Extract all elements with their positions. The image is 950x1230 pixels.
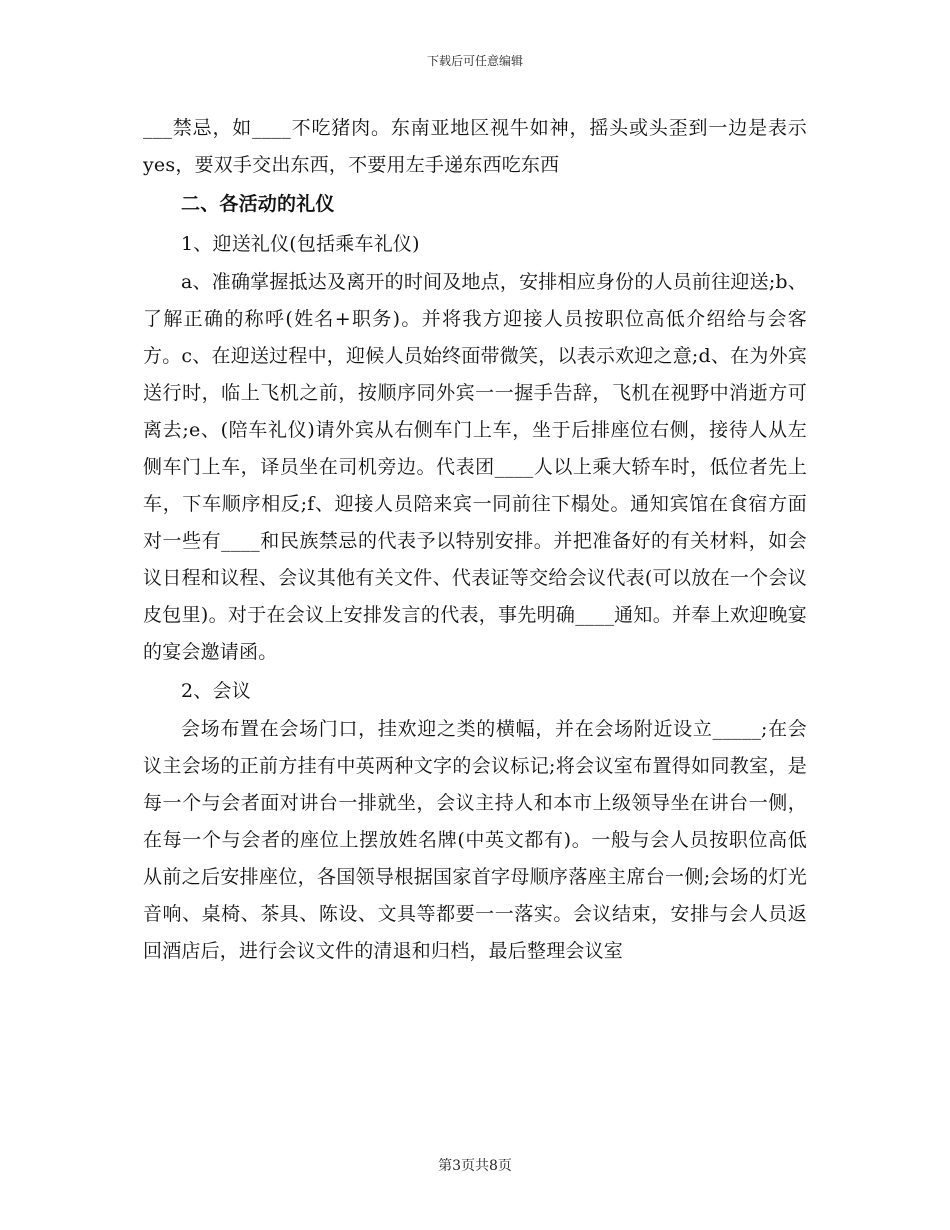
paragraph-intro: ___禁忌，如____不吃猪肉。东南亚地区视牛如神，摇头或头歪到一边是表示yes，要双手交出东西，不要用左手递东西吃东西	[143, 117, 807, 176]
page-number: 第3页共8页	[438, 1158, 512, 1174]
document-body	[143, 110, 807, 970]
section-heading-activities-etiquette: 二、各活动的礼仪	[181, 193, 335, 215]
subheading-reception-etiquette: 1、迎送礼仪(包括乘车礼仪)	[181, 233, 420, 255]
paragraph-meeting: 会场布置在会场门口，挂欢迎之类的横幅，并在会场附近设立_____;在会议主会场的正前方挂有中英两种文字的会议标记;将会议室布置得如同教室，是每一个与会者面对讲台一排就坐，会议主持人和本市上级领导坐在讲台一侧，在每一个与会者的座位上摆放姓名牌(中英文都有)。一般与会人员按职位高低从前之后安排座位，各国领导根据国家首字母顺序落座主席台一侧;会场的灯光音响、桌椅、茶具、陈设、文具等都要一一落实。会议结束，安排与会人员返回酒店后，进行会议文件的清退和归档，最后整理会议室	[143, 718, 807, 962]
header-note: 下载后可任意编辑	[426, 54, 523, 68]
page-header	[0, 53, 950, 69]
paragraph-reception-etiquette: a、准确掌握抵达及离开的时间及地点，安排相应身份的人员前往迎送;b、了解正确的称呼(姓名+职务)。并将我方迎接人员按职位高低介绍给与会客方。c、在迎送过程中，迎候人员始终面带微笑，以表示欢迎之意;d、在为外宾送行时，临上飞机之前，按顺序同外宾一一握手告辞，飞机在视野中消逝方可离去;e、(陪车礼仪)请外宾从右侧车门上车，坐于后排座位右侧，接待人从左侧车门上车，译员坐在司机旁边。代表团____人以上乘大轿车时，低位者先上车，下车顺序相反;f、迎接人员陪来宾一同前往下榻处。通知宾馆在食宿方面对一些有____和民族禁忌的代表予以特别安排。并把准备好的有关材料，如会议日程和议程、会议其他有关文件、代表证等交给会议代表(可以放在一个会议皮包里)。对于在会议上安排发言的代表，事先明确____通知。并奉上欢迎晚宴的宴会邀请函。	[143, 271, 807, 663]
subheading-meeting: 2、会议	[181, 680, 251, 702]
page-footer	[0, 1157, 950, 1175]
